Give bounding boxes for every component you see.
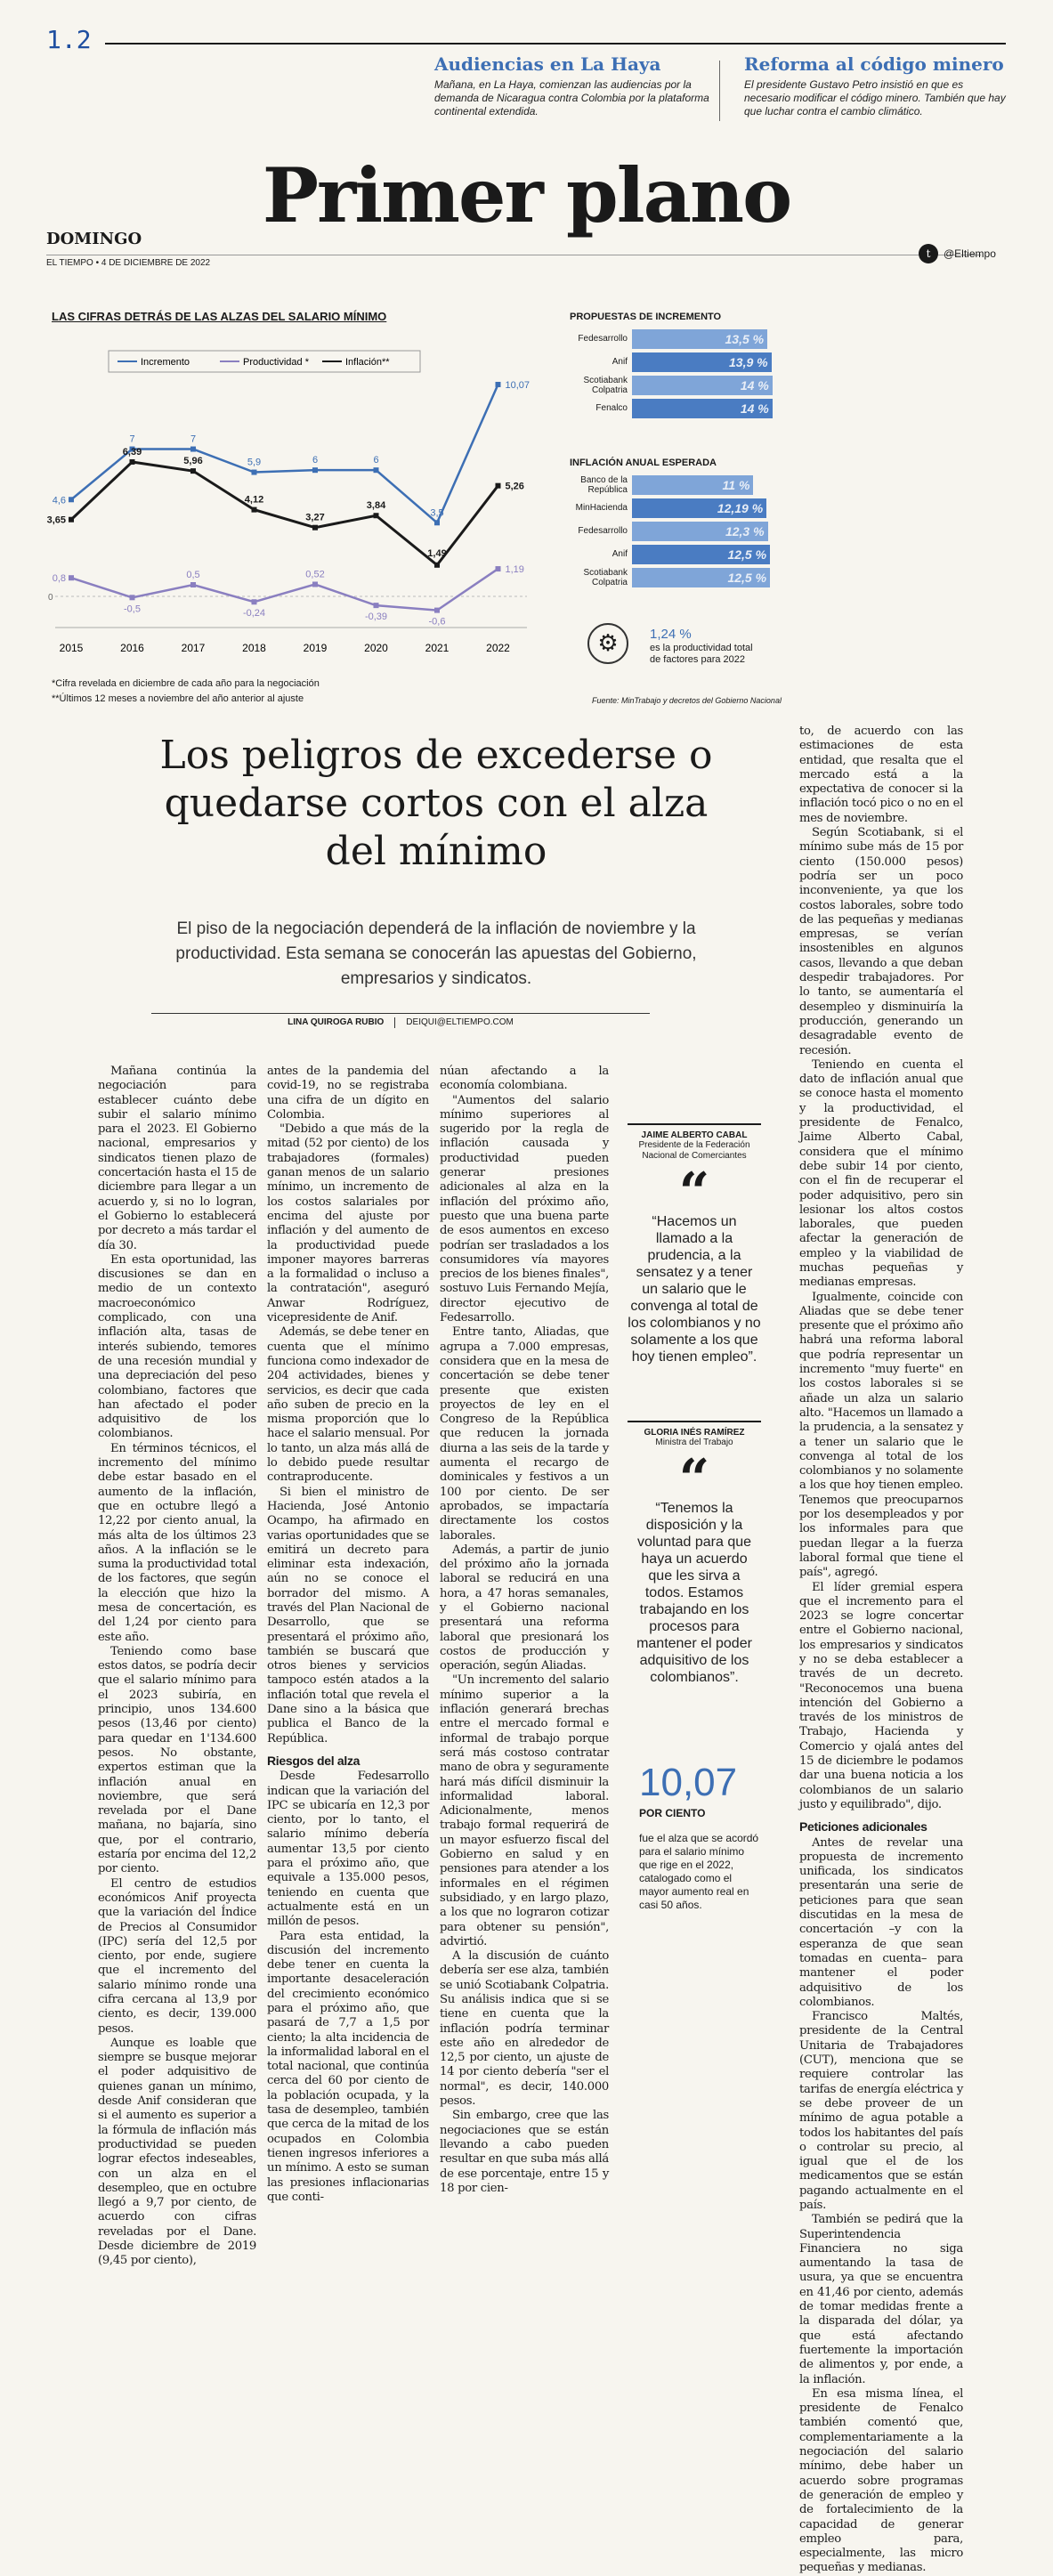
paragraph: Según Scotiabank, si el mínimo sube más de 15 por ciento (150.000 pesos) podría ser un poco inconveniente, ya que los costos laborales, sobre todo de las pequeñas y medianas empresas, se verían insostenibles en algunos casos, llevando a que deban despedir trabajadores. Por lo tanto, se aumentaría el desempleo y disminuiría la producción, generando un desagradable evento de recesión. [799, 826, 963, 1057]
pull-quote-cabal [628, 1123, 761, 1365]
data-point [252, 599, 257, 604]
data-point [190, 468, 196, 474]
chart-title: LAS CIFRAS DETRÁS DE LAS ALZAS DEL SALARIO MÍNIMO [52, 310, 387, 323]
bar: 11 % [632, 475, 753, 495]
data-label: 3,65 [46, 514, 66, 526]
bar-row [570, 543, 783, 565]
bar-row [570, 497, 783, 519]
data-label: -0,6 [428, 616, 446, 628]
paragraph: Aunque es loable que siempre se busque mejorar el poder adquisitivo de quienes ganan un mínimo, desde Anif consideran que si el aumento es superior a la fórmula de inflación más productividad se pueden lograr efectos indeseables, con un alza en el desempleo, que en octubre llegó a 9,7 por ciento, de acuerdo con cifras reveladas por el Dane. Desde diciembre de 2019 (9,45 por ciento), [98, 2036, 256, 2268]
paragraph: También se pedirá que la Superintendencia Financiera no siga aumentando la tasa de usura, ya que se encuentra en 41,46 por ciento, además de tomar medidas frente a la disparada del dólar, ya que está afectando fuertemente la importación de alimentos y, por ende, a la inflación. [799, 2213, 963, 2386]
paragraph: Sin embargo, cree que las negociaciones que se están llevando a cabo pueden resultar en que suba más allá de ese porcentaje, entre 15 y 18 por cien- [440, 2109, 609, 2195]
productivity-value: 1,24 % [650, 627, 692, 642]
bar: 12,3 % [632, 522, 768, 541]
quote-text: “Tenemos la disposición y la voluntad para que haya un acuerdo que les sirva a todos. Estamos trabajando en los procesos para mantener el poder adquisitivo de los colombianos”. [636, 1501, 752, 1685]
article-column-4 [799, 725, 963, 2576]
highlight-unit: POR CIENTO [639, 1807, 706, 1819]
x-tick-label: 2018 [242, 642, 266, 654]
data-point [496, 566, 501, 571]
data-label: -0,24 [242, 608, 266, 620]
inflation-bar-chart [570, 458, 783, 589]
paragraph: En esta oportunidad, las discusiones se dan en medio de un contexto macroeconómico complicado, con una inflación alta, tasas de interés subiendo, temores de una recesión mundial y una depreciación del peso colombiano, factores que han afectado el poder adquisitivo de los colombianos. [98, 1252, 256, 1441]
bar-row [570, 397, 783, 419]
paragraph: Si bien el ministro de Hacienda, José Antonio Ocampo, ha afirmado en varias oportunidades que se emitirá un decreto para eliminar esta indexación, aún no se conoce el borrador del mismo. A través del Plan Nacional de Desarrollo, que se presentará el próximo año, también se buscará que otros bienes y servicios tampoco estén atados a la inflación total que revela el Dane sino a la básica que publica el Banco de la República. [267, 1485, 429, 1746]
zero-label: 0 [48, 593, 53, 603]
legend-label: Incremento [141, 357, 190, 368]
chart-note: **Últimos 12 meses a noviembre del año anterior al ajuste [52, 693, 304, 704]
paragraph: Además, a partir de junio del próximo año la jornada laboral se reducirá en una hora, a 47 horas semanales, y el Gobierno nacional presentará una reforma laboral que presionará los costos de producción y operación, según Aliadas. [440, 1543, 609, 1673]
quote-mark-icon: “ [678, 1162, 710, 1224]
data-label: 5,96 [183, 456, 203, 467]
twitter-icon[interactable]: t [919, 244, 938, 263]
bar: 13,9 % [632, 352, 772, 372]
paragraph: Antes de revelar una propuesta de incremento unificada, los sindicatos presentarán una serie de peticiones para que sean discutidas en la mesa de concertación –y con la esperanza de que sean tomadas en cuenta– para mantener el poder adquisitivo de los colombianos. [799, 1835, 963, 2009]
data-label: 1,19 [505, 564, 524, 576]
page-number: 1.2 [46, 25, 92, 54]
day-label: DOMINGO [46, 230, 142, 248]
data-point [434, 563, 440, 568]
bar-row [570, 374, 783, 396]
paragraph: Igualmente, coincide con Aliadas que se debe tener presente que el próximo año habrá una reforma laboral que podría representar un incremento "muy fuerte" en los costos laborales si se añade un alza un salario alto. "Hacemos un llamado a la prudencia, a la sensatez y a tener un salario que le convenga al total de los colombianos y no solamente a los que hoy tienen empleo. Tenemos que preocuparnos por los desempleados y por los informales para que puedan llegar a la fuerza laboral formal que tiene el país", agregó. [799, 1290, 963, 1580]
data-label: 5,9 [247, 457, 262, 468]
productivity-text: es la productividad total de factores para 2022 [650, 643, 753, 665]
paragraph: En esa misma línea, el presidente de Fenalco también comentó que, complementariamente a la negociación del salario mínimo, debe haber un acuerdo sobre programas de generación de empleo y de fortalecimiento de la capacidad de generar empleo para, especialmente, las micro pequeñas y medianas. [799, 2386, 963, 2575]
quote-name: JAIME ALBERTO CABAL [628, 1123, 761, 1140]
x-tick-label: 2019 [303, 642, 328, 654]
quote-role: Ministra del Trabajo [655, 1438, 733, 1447]
pull-quote-ramirez [628, 1421, 761, 1686]
bar-row [570, 328, 783, 350]
paragraph: "Un incremento del salario mínimo superior a la inflación generará brechas entre el mercado formal e informal de trabajo porque será más costoso contratar mano de obra y seguramente hará más difícil disminuir la informalidad laboral. Adicionalmente, menos trabajo formal requerirá de un mayor esfuerzo fiscal del Gobierno en salud y en pensiones para atender a los informales en el régimen subsidiado, y en largo plazo, a los que no lograron cotizar para obtener su pensión", advirtió. [440, 1673, 609, 1948]
bar-label: MinHacienda [575, 503, 628, 513]
bar-chart-title: INFLACIÓN ANUAL ESPERADA [570, 458, 717, 468]
data-point [130, 595, 135, 600]
paragraph: Teniendo como base estos datos, se podría decir que el salario mínimo para el 2023 subiría, en principio, unos 134.600 pesos (13,46 por ciento) para quedar en 1'134.600 pesos. No obstante, expertos estiman que la inflación anual en noviembre, que será revelada por el Dane mañana, no bajaría, sino que, por el contrario, estaría por encima del 12,2 por ciento. [98, 1644, 256, 1876]
data-point [496, 483, 501, 489]
chart-note: *Cifra revelada en diciembre de cada año para la negociación [52, 678, 320, 689]
chart-notes [52, 676, 320, 707]
quote-mark-icon: “ [678, 1448, 710, 1511]
data-point [312, 581, 318, 587]
headline: Los peligros de excederse o quedarse cortos con el alza del mínimo [159, 733, 713, 874]
data-point [374, 467, 379, 473]
data-point [434, 608, 440, 613]
data-label: 3,84 [366, 500, 386, 512]
legend-label: Productividad * [243, 357, 309, 368]
data-label: 3,5 [430, 507, 444, 519]
teaser-text: El presidente Gustavo Petro insistió en que es necesario modificar el código minero. También que hay que luchar contra el cambio climático. [744, 78, 1006, 117]
quote-text: “Hacemos un llamado a la prudencia, a la sensatez y a tener un salario que le convenga al total de los colombianos y no solamente a los que hoy tienen empleo”. [628, 1214, 761, 1365]
teaser-la-haya[interactable] [434, 53, 733, 118]
data-label: 0,52 [305, 569, 325, 580]
data-label: 6,39 [122, 446, 142, 458]
data-point [252, 470, 257, 475]
paragraph: El líder gremial espera que el incremento para el 2023 se logre concertar entre el Gobierno nacional, los empresarios y sindicatos y no se deba establecer a través de un decreto. "Reconocemos una buena intención del Gobierno a través de los ministros de Trabajo, Hacienda y Comercio y ojalá antes del 15 de diciembre le podamos dar una buena noticia a los colombianos de un salario justo y equilibrado", dijo. [799, 1580, 963, 1811]
author-email[interactable]: DEIQUI@ELTIEMPO.COM [406, 1017, 514, 1027]
data-point [69, 517, 74, 522]
dateline: EL TIEMPO • 4 DE DICIEMBRE DE 2022 [46, 258, 211, 268]
paragraph: Mañana continúa la negociación para establecer cuánto debe subir el salario mínimo para el 2023. El Gobierno nacional, empresarios y sindicatos tienen plazo de concertación hasta el 15 de diciembre para llegar a un acuerdo y, si no lo logran, el Gobierno lo establecerá por decreto a más tardar el día 30. [98, 1065, 256, 1252]
data-point [190, 447, 196, 452]
bar-label: Scotiabank Colpatria [583, 567, 628, 587]
bar: 12,5 % [632, 545, 770, 564]
bar-row [570, 351, 783, 373]
author: LINA QUIROGA RUBIO [288, 1017, 385, 1027]
bar-row [570, 520, 783, 542]
paragraph: Desde Fedesarrollo indican que la variación del IPC se ubicaría en 12,3 por ciento, por lo tanto, el salario mínimo debería aumentar 13,5 por ciento para el próximo año, que equivale a 135.000 pesos, teniendo en cuenta que actualmente está en un millón de pesos. [267, 1770, 429, 1929]
paragraph: "Debido a que más de la mitad (52 por ciento) de los trabajadores (formales) ganan menos de un salario mínimo, un incremento de los costos salariales por encima del ajuste por inflación y del aumento de la productividad puede imponer mayores barreras a la formalidad o incluso a la contratación", aseguró Anwar Rodríguez, vicepresidente de Anif. [267, 1122, 429, 1325]
x-tick-label: 2020 [364, 642, 388, 654]
data-point [374, 603, 379, 608]
top-rule [105, 43, 1006, 45]
article-column-3 [440, 1065, 609, 2196]
data-point [374, 513, 379, 518]
quote-name: GLORIA INÉS RAMÍREZ [628, 1421, 761, 1438]
paragraph: En términos técnicos, el incremento del mínimo debe estar basado en el aumento de la inflación, que en octubre llegó a 12,22 por ciento anual, la más alta de los últimos 23 años. A la inflación se le suma la productividad total de los factores, que según la elección que hizo la mesa de concertación, es del 1,24 por ciento para este año. [98, 1441, 256, 1644]
paragraph: to, de acuerdo con las estimaciones de esta entidad, que resalta que el mercado está a la expectativa de conocer si la inflación tocó pico o no en el mes de noviembre. [799, 725, 963, 825]
bar: 12,19 % [632, 498, 766, 518]
bar-label: Anif [612, 549, 628, 559]
bar-label: Scotiabank Colpatria [583, 375, 628, 395]
x-tick-label: 2021 [425, 642, 450, 654]
bar: 14 % [632, 399, 773, 418]
bar-chart-title: PROPUESTAS DE INCREMENTO [570, 312, 722, 322]
bar: 12,5 % [632, 568, 770, 587]
bar: 14 % [632, 376, 773, 395]
data-label: 6 [312, 455, 319, 466]
salary-line-chart [46, 338, 545, 668]
paragraph: A la discusión de cuánto debería ser ese alza, también se unió Scotiabank Colpatria. Su análisis indica que si se tiene en cuenta que la inflación podría terminar este año en alrededor de 12,5 por ciento, un ajuste de 14 por ciento debería "ser el normal", es decir, 140.000 pesos. [440, 1949, 609, 2109]
data-label: 6 [373, 455, 379, 466]
data-label: 7 [190, 433, 197, 445]
paragraph: Francisco Maltés, presidente de la Central Unitaria de Trabajadores (CUT), menciona que se requiere controlar las tarifas de energía eléctrica y se debe proveer de un mínimo de agua potable a todos los habitantes del país o controlar su precio, al igual que el de los medicamentos que se están pagando actualmente en el país. [799, 2010, 963, 2212]
data-label: 0,8 [52, 573, 66, 585]
data-label: -0,5 [124, 603, 141, 615]
subheading: Riesgos del alza [267, 1753, 360, 1768]
bar-label: Fedesarrollo [578, 334, 628, 344]
data-point [69, 497, 74, 502]
teaser-title: Reforma al código minero [744, 53, 1004, 75]
legend-label: Inflación** [345, 357, 390, 368]
subheading: Peticiones adicionales [799, 1819, 927, 1835]
data-point [190, 582, 196, 587]
x-tick-label: 2022 [486, 642, 510, 654]
bar-label: Fenalco [595, 403, 628, 413]
data-point [496, 382, 501, 387]
data-label: 4,6 [52, 495, 66, 506]
data-point [69, 575, 74, 580]
byline [151, 1013, 650, 1028]
section-title: Primer plano [262, 151, 791, 239]
paragraph: Además, se debe tener en cuenta que el mínimo funciona como indexador de 204 actividades, bienes y servicios, es decir que cada año suben de precio en la misma proporción que lo hace el salario mensual. Por lo tanto, un alza más allá de lo debido puede resultar contraproducente. [267, 1325, 429, 1485]
paragraph: Para esta entidad, la discusión del incremento debe tener en cuenta la importante desaceleración del crecimiento económico para el próximo año, que pasará de 7,7 a 1,5 por ciento; la alta incidencia de la informalidad laboral en el total nacional, que continúa cerca del 60 por ciento de la población ocupada, y la tasa de desempleo, también que cerca de la mitad de los ocupados en Colombia tienen ingresos inferiores a un mínimo. A esto se suman las presiones inflacionarias que conti- [267, 1929, 429, 2204]
highlight-text: fue el alza que se acordó para el salario mínimo que rige en el 2022, catalogado como el mayor aumento real en casi 50 años. [639, 1832, 759, 1911]
teaser-codigo-minero[interactable] [744, 53, 1011, 118]
bar-label: Banco de la República [580, 474, 628, 495]
data-point [252, 507, 257, 513]
twitter-handle[interactable]: @Eltiempo [944, 247, 996, 260]
data-point [130, 459, 135, 465]
data-point [434, 520, 440, 525]
paragraph: "Aumentos del salario mínimo superiores al sugerido por la regla de inflación causada y productividad pueden generar presiones adicionales al alza en la inflación del próximo año, puesto que una buena parte de esos aumentos en exceso podrían ser trasladados a los consumidores vía mayores precios de los bienes finales", sostuvo Luis Fernando Mejía, director ejecutivo de Fedesarrollo. [440, 1093, 609, 1325]
data-label: 1,49 [427, 547, 447, 559]
data-label: 7 [129, 433, 135, 445]
paragraph: El centro de estudios económicos Anif proyecta que la variación del Índice de Precios al Consumidor (IPC) sería del 12,5 por ciento, por ende, sugiere que el incremento del salario mínimo ronde una cifra cercana al 13,9 por ciento, es decir, 139.000 pesos. [98, 1876, 256, 2036]
bar-row [570, 566, 783, 588]
data-label: -0,39 [364, 612, 388, 623]
article-column-1 [98, 1065, 256, 2269]
source-note: Fuente: MinTrabajo y decretos del Gobierno Nacional [592, 696, 782, 705]
x-tick-label: 2016 [120, 642, 144, 654]
paragraph: Teniendo en cuenta el dato de inflación anual que se conoce hasta el momento y la productividad, el presidente de Fenalco, Jaime Alberto Cabal, considera que el mínimo debe subir 14 por ciento, con el fin de recuperar el poder adquisitivo, pero sin lesionar los altos costos laborales, que pueden afectar la generación de empleo y la viabilidad de muchas pequeñas y medianas empresas. [799, 1057, 963, 1290]
proposals-bar-chart [570, 312, 783, 420]
paragraph: Entre tanto, Aliadas, que agrupa a 7.000 empresas, considera que en la mesa de concertación se debe tener presente que existen proyectos de ley en el Congreso de la República que reducen la jornada diurna a las seis de la tarde y aumenta el recargo de dominicales y festivos a un 100 por ciento. De ser aprobados, se impactaría directamente los costos laborales. [440, 1325, 609, 1543]
data-label: 0,5 [186, 570, 200, 580]
byline-divider [394, 1017, 395, 1028]
article-column-2 [267, 1065, 429, 2205]
paragraph: antes de la pandemia del covid-19, no se registraba una cifra de un dígito en Colombia. [267, 1065, 429, 1122]
teaser-title: Audiencias en La Haya [434, 53, 661, 75]
bar-label: Fedesarrollo [578, 526, 628, 536]
deck: El piso de la negociación dependerá de la inflación de noviembre y la productividad. Esta semana se conocerán las apuestas del Gobierno, empresarios y sindicatos. [175, 919, 697, 988]
data-point [312, 525, 318, 531]
data-label: 10,07 [505, 379, 531, 391]
data-label: 5,26 [505, 481, 524, 492]
highlight-number: 10,07 [639, 1761, 738, 1804]
data-point [312, 467, 318, 473]
x-tick-label: 2017 [181, 642, 206, 654]
bar-label: Anif [612, 357, 628, 367]
bar: 13,5 % [632, 329, 767, 349]
x-tick-label: 2015 [59, 642, 84, 654]
bar-row [570, 474, 783, 496]
quote-role: Presidente de la Federación Nacional de Comerciantes [638, 1140, 750, 1161]
data-label: 4,12 [244, 494, 264, 506]
teaser-divider [719, 61, 720, 121]
gear-icon: ⚙ [587, 623, 628, 664]
paragraph: núan afectando a la economía colombiana. [440, 1065, 609, 1093]
data-label: 3,27 [305, 512, 325, 523]
teaser-text: Mañana, en La Haya, comienzan las audiencias por la demanda de Nicaragua contra Colombia por la plataforma continental extendida. [434, 78, 709, 117]
